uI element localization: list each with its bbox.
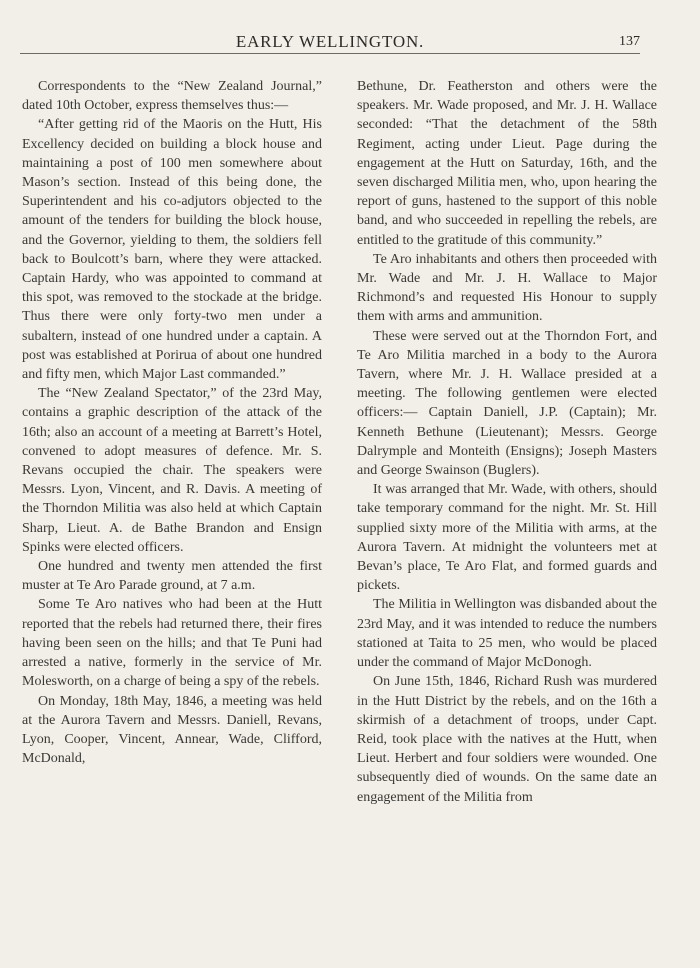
paragraph: The “New Zealand Spectator,” of the 23rd May, contains a graphic description of the attack of the 16th; also an account of a meeting at Barrett’s Hotel, convened to adopt measures of defence. Mr. S. Revans occupied the chair. The speakers were Messrs. Lyon, Vincent, and R. Davis. A meeting of the Thorndon Militia was also held at which Captain Sharp, Lieut. A. de Bathe Brandon and Ensign Spinks were elected officers. (22, 386, 322, 555)
paragraph: On Monday, 18th May, 1846, a meeting was held at the Aurora Tavern and Messrs. Daniell, Revans, Lyon, Cooper, Vincent, Annear, Wade, Clifford, McDonald, (22, 693, 322, 767)
paragraph: On June 15th, 1846, Richard Rush was murdered in the Hutt District by the rebels, and on the 16th a skirmish of a detachment of troops, under Capt. Reid, took place with the natives at the Hutt, when Lieut. Herbert and four soldiers were wounded. One subsequently died of wounds. On the same date an engagement of the Militia from (357, 674, 657, 805)
paragraph: These were served out at the Thorndon Fort, and Te Aro Militia marched in a body to the Aurora Tavern, where Mr. J. H. Wallace presided at a meeting. The following gentlemen were elected officers:— Captain Daniell, J.P. (Captain); Mr. Kenneth Bethune (Lieutenant); Messrs. George Dalrymple and Monteith (Ensigns); Joseph Masters and George Swainson (Buglers). (357, 328, 657, 479)
paragraph: The Militia in Wellington was disbanded about the 23rd May, and it was intended to reduce the numbers stationed at Taita to 25 men, who would be placed under the command of Major McDonogh. (357, 597, 657, 671)
right-column (357, 77, 657, 807)
page-number: 137 (619, 34, 640, 49)
paragraph: Te Aro inhabitants and others then proceeded with Mr. Wade and Mr. J. H. Wallace to Major Richmond’s and requested His Honour to supply them with arms and ammunition. (357, 251, 657, 325)
paragraph: “After getting rid of the Maoris on the Hutt, His Excellency decided on building a block house and maintaining a post of 100 men somewhere about Mason’s section. Instead of this being done, the Superintendent and his co-adjutors objected to the amount of the tenders for building the block house, and the Governor, yielding to them, the soldiers fell back to Boulcott’s barn, where they were attacked. Captain Hardy, who was appointed to command at this spot, was removed to the stockade at the bridge. Thus there were only forty-two men under a subaltern, instead of one hundred under a captain. A post was established at Porirua of about one hundred and fifty men, which Major Last commanded.” (22, 117, 322, 383)
header-rule (20, 53, 640, 54)
left-column (22, 77, 322, 768)
paragraph: Some Te Aro natives who had been at the Hutt reported that the rebels had returned there, their fires having been seen on the hills; and that Te Puni had arrested a native, formerly in the service of Mr. Molesworth, on a charge of being a spy of the rebels. (22, 597, 322, 690)
paragraph: It was arranged that Mr. Wade, with others, should take temporary command for the night. Mr. St. Hill supplied sixty more of the Militia with arms, at the Aurora Tavern. At midnight the volunteers met at Bevan’s place, Te Aro Flat, and formed guards and pickets. (357, 482, 657, 594)
paragraph: One hundred and twenty men attended the first muster at Te Aro Parade ground, at 7 a.m. (22, 559, 322, 594)
page-header (20, 28, 640, 56)
running-title: EARLY WELLINGTON. (235, 32, 425, 51)
paragraph-continued: Bethune, Dr. Featherston and others were the speakers. Mr. Wade proposed, and Mr. J. H. Wallace seconded: “That the detachment of the 58th Regiment, acting under Lieut. Page during the engagement at the Hutt on Saturday, 16th, and the seven discharged Militia men, who, upon hearing the report of guns, hastened to the support of this noble band, and who succeeded in repelling the rebels, are entitled to the gratitude of this community.” (357, 79, 657, 248)
paragraph: Correspondents to the “New Zealand Journal,” dated 10th October, express themselves thus:— (22, 79, 322, 114)
